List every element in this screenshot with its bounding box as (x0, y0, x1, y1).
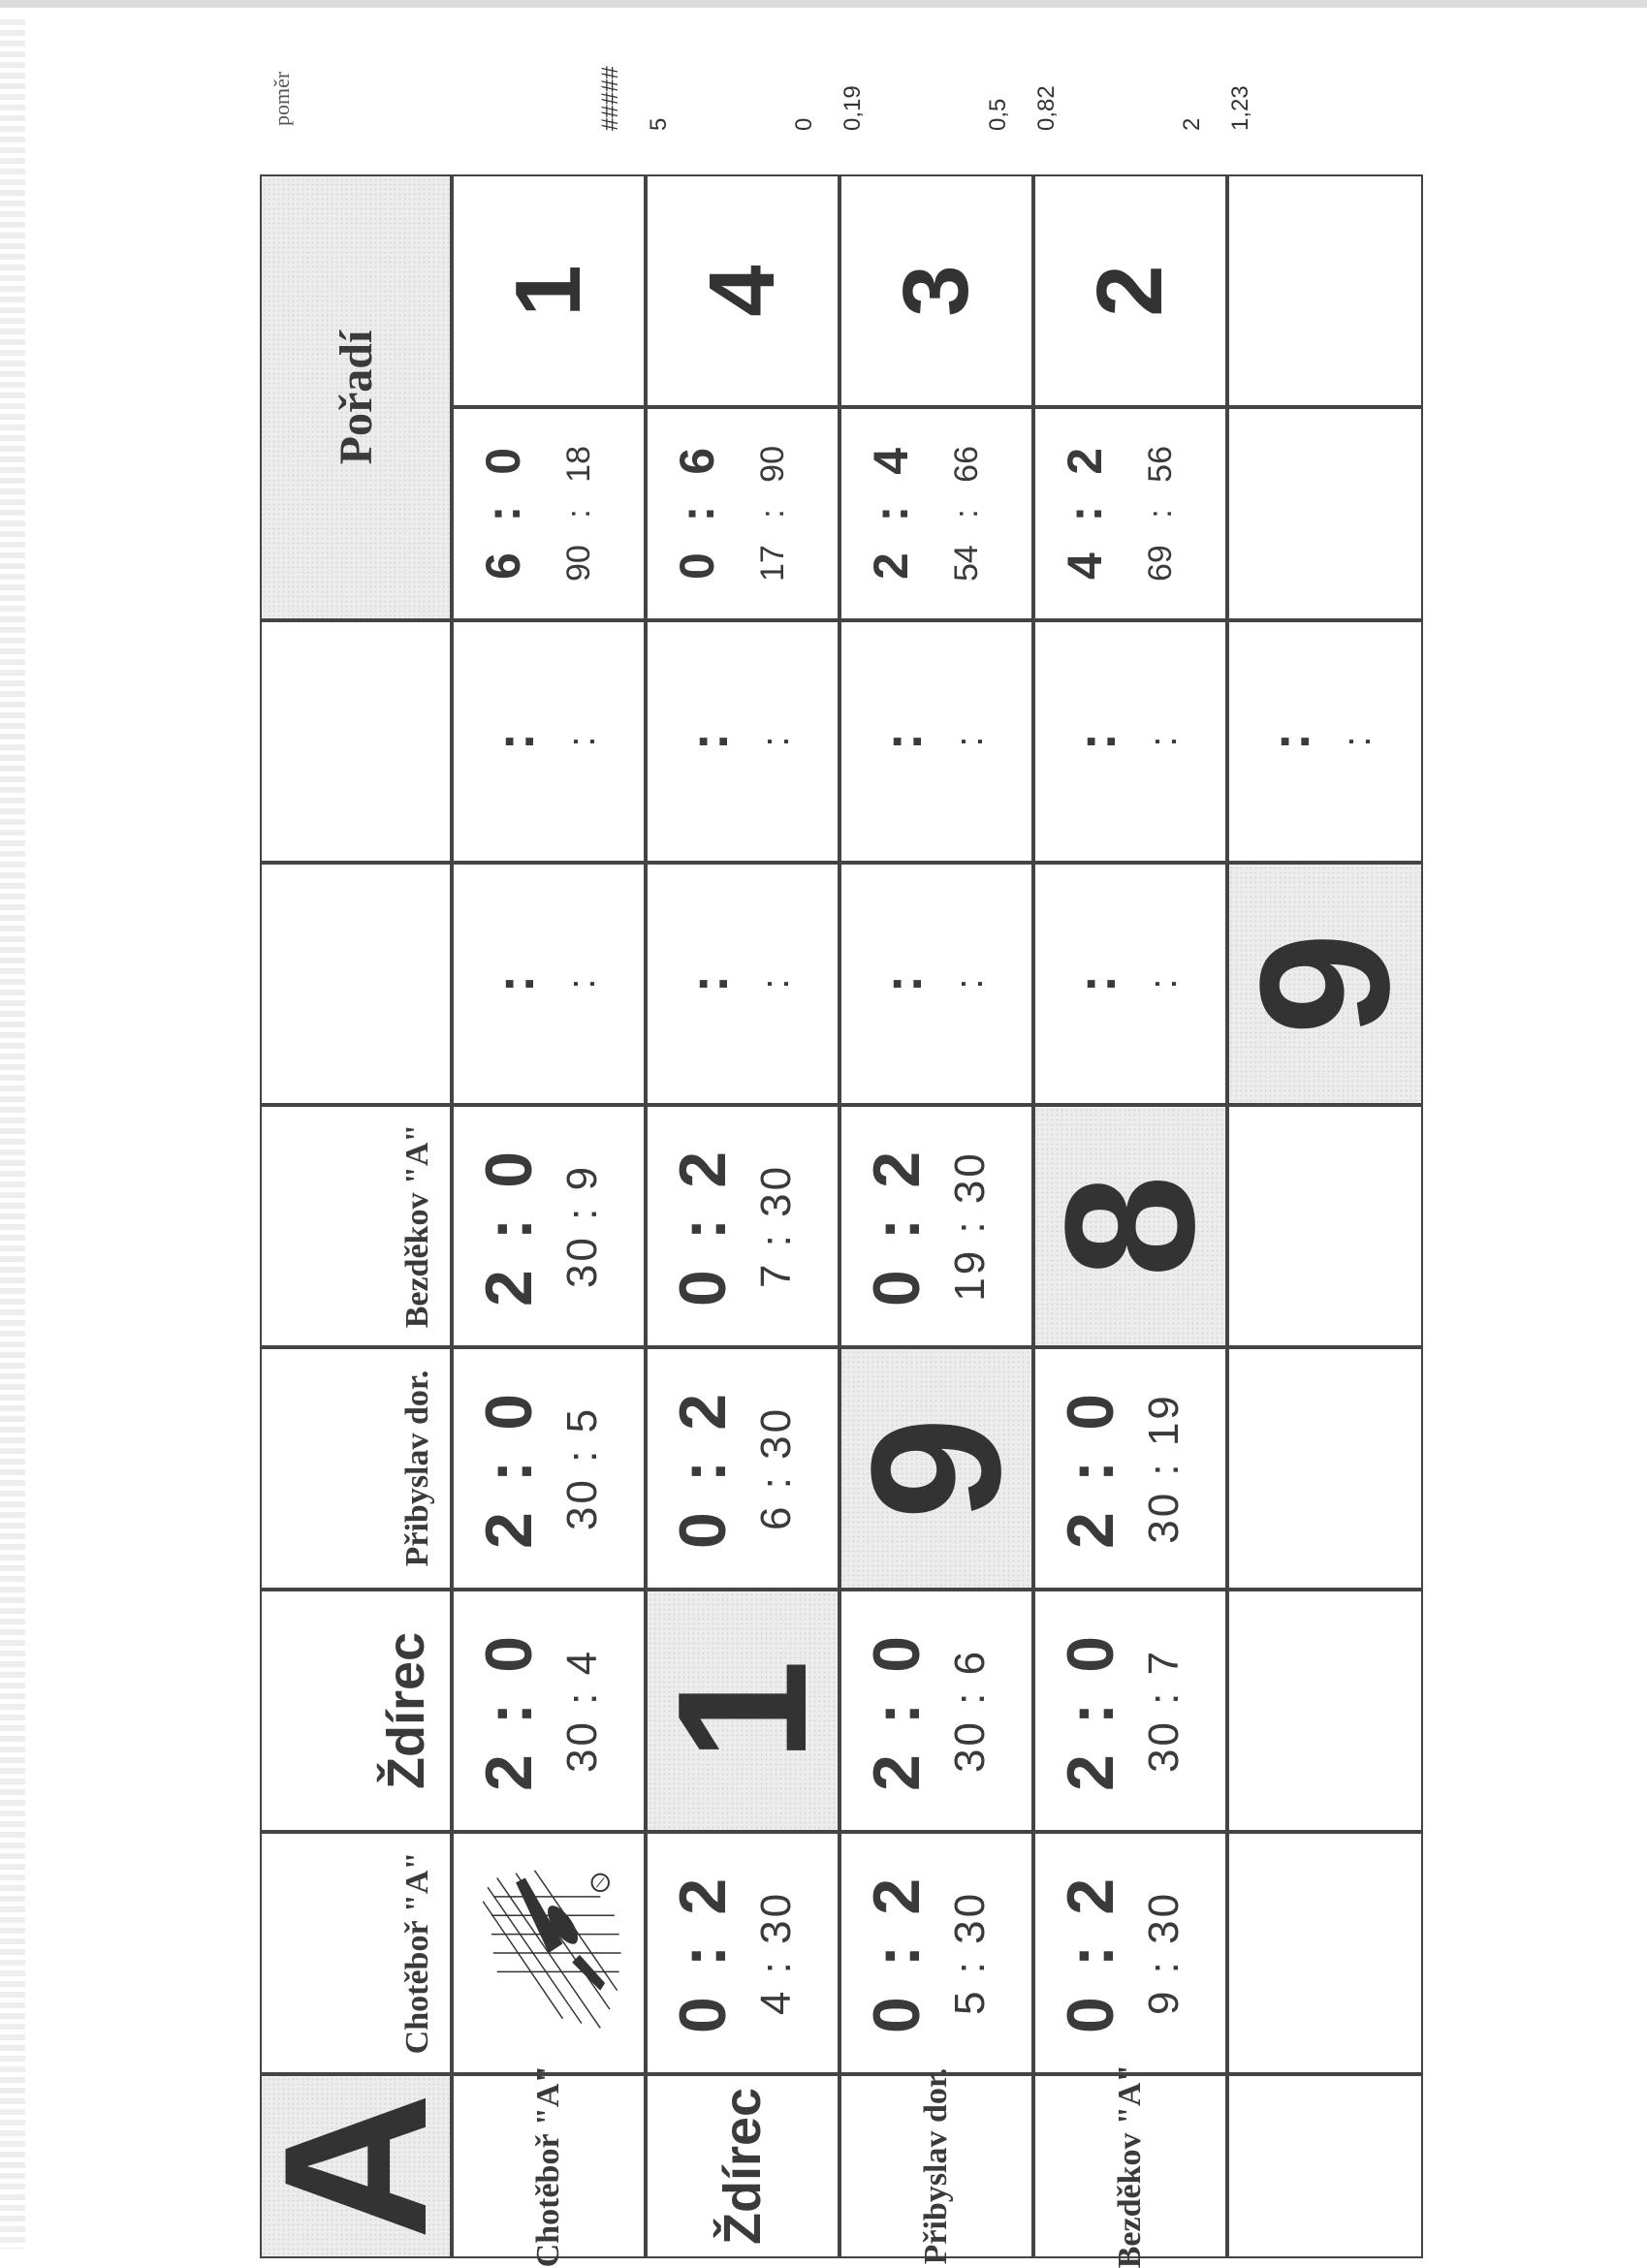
empty-balls-placeholder: : (948, 978, 991, 990)
match-cell (1227, 1347, 1423, 1590)
empty-sets-placeholder: : (871, 732, 933, 751)
set-ratio-value: 2 (1179, 117, 1205, 131)
summary-sets: 4 : 2 (1058, 447, 1112, 581)
column-header-label: Bezděkov "A" (399, 1123, 435, 1329)
match-cell (646, 620, 839, 863)
match-cell (646, 863, 839, 1105)
place-cell (646, 174, 839, 407)
ratio-label: poměr (269, 71, 294, 126)
match-cell (839, 1832, 1033, 2074)
diagonal-number: 9 (834, 1417, 1039, 1520)
diagonal-number: 9 (1222, 932, 1428, 1035)
match-cell (1033, 1590, 1227, 1832)
match-sets-score: 0 : 2 (860, 1872, 934, 2034)
empty-balls-placeholder: : (560, 978, 603, 990)
match-balls-score: 30 : 6 (946, 1648, 994, 1774)
match-cell (1033, 1347, 1227, 1590)
set-ratio-value: 0,5 (985, 98, 1011, 131)
summary-cell (646, 407, 839, 620)
summary-cell (839, 407, 1033, 620)
match-cell (1227, 1832, 1423, 2074)
match-balls-score: 6 : 30 (752, 1405, 800, 1531)
match-cell (646, 1347, 839, 1590)
empty-sets-placeholder: : (484, 732, 545, 751)
row-header-team (1033, 2063, 1227, 2268)
empty-balls-placeholder: : (948, 736, 991, 747)
match-cell (646, 1105, 839, 1347)
match-sets-score: 0 : 2 (1054, 1872, 1127, 2034)
place-cell (839, 174, 1033, 407)
row-header-team (1227, 2074, 1423, 2258)
match-cell (839, 620, 1033, 863)
row-header-team (839, 2067, 1033, 2265)
column-header-label: Chotěboř "A" (399, 1851, 435, 2055)
match-sets-score: 0 : 2 (666, 1387, 740, 1550)
empty-balls-placeholder: : (754, 978, 797, 990)
diagonal-number: 8 (1028, 1175, 1233, 1277)
ball-ratio-value: 1,23 (1227, 85, 1253, 131)
diagonal-cell (1222, 863, 1428, 1105)
empty-sets-placeholder: : (678, 732, 739, 751)
column-header-blank (260, 863, 452, 1105)
match-cell (839, 1105, 1033, 1347)
final-place: 2 (1078, 265, 1182, 317)
diagonal-cell (1028, 1105, 1233, 1347)
match-balls-score: 7 : 30 (752, 1163, 800, 1289)
summary-sets: 0 : 6 (670, 447, 724, 581)
results-table (241, 174, 1428, 2268)
group-table-sheet (241, 66, 1428, 2268)
place-cell (452, 174, 646, 407)
empty-sets-placeholder: : (1259, 732, 1320, 751)
match-sets-score: 2 : 0 (860, 1629, 934, 1792)
group-letter-cell (241, 2074, 469, 2258)
match-cell (646, 1832, 839, 2074)
match-sets-score: 0 : 2 (666, 1872, 740, 2034)
match-balls-score: 30 : 7 (1140, 1648, 1188, 1774)
match-cell (1227, 1590, 1423, 1832)
column-header-blank (260, 620, 452, 863)
diagonal-number: 1 (640, 1659, 845, 1762)
match-cell (452, 620, 646, 863)
match-cell (1227, 620, 1423, 863)
ranking-header-cell (260, 174, 452, 620)
match-cell (452, 1590, 646, 1832)
match-cell (839, 1590, 1033, 1832)
match-cell (1033, 620, 1227, 863)
row-header-label: Chotěboř "A" (530, 2064, 566, 2268)
row-header-team (452, 2064, 646, 2268)
match-sets-score: 2 : 0 (472, 1629, 546, 1792)
match-sets-score: 0 : 2 (860, 1145, 934, 1307)
match-cell (839, 863, 1033, 1105)
final-place: 3 (884, 265, 988, 317)
summary-balls: 90 : 18 (560, 446, 597, 582)
match-sets-score: 2 : 0 (1054, 1387, 1127, 1550)
row-header-label: Ždírec (713, 2087, 772, 2246)
place-cell (1227, 174, 1423, 407)
match-cell (452, 863, 646, 1105)
empty-balls-placeholder: : (754, 736, 797, 747)
match-balls-score: 30 : 19 (1140, 1393, 1188, 1544)
match-cell (1227, 1105, 1423, 1347)
diagonal-cell (640, 1590, 845, 1832)
match-balls-score: 5 : 30 (946, 1890, 994, 2016)
match-sets-score: 2 : 0 (472, 1387, 546, 1550)
summary-sets: 6 : 0 (476, 447, 530, 581)
summary-balls: 17 : 90 (754, 446, 791, 582)
summary-cell (452, 407, 646, 620)
scan-perforation-edge (0, 19, 25, 2249)
ranking-header: Pořadí (330, 330, 382, 465)
empty-balls-placeholder: : (1142, 736, 1185, 747)
place-cell (1033, 174, 1227, 407)
empty-sets-placeholder: : (484, 974, 545, 993)
match-sets-score: 2 : 0 (472, 1145, 546, 1307)
match-sets-score: 2 : 0 (1054, 1629, 1127, 1792)
summary-cell (1227, 407, 1423, 620)
summary-balls: 54 : 66 (948, 446, 985, 582)
set-ratio-value: 0 (791, 117, 817, 131)
match-balls-score: 9 : 30 (1140, 1890, 1188, 2016)
group-letter: A (241, 2093, 469, 2240)
row-header-label: Přibyslav dor. (918, 2067, 954, 2265)
row-header-team (646, 2074, 839, 2258)
match-balls-score: 30 : 4 (558, 1648, 606, 1774)
column-header-label: Ždírec (377, 1631, 435, 1790)
ball-ratio-value: 0,19 (839, 85, 866, 131)
ball-ratio-value: 0,82 (1033, 85, 1060, 131)
scan-top-edge (0, 0, 1647, 8)
diagonal-cell (834, 1347, 1039, 1590)
empty-balls-placeholder: : (1142, 978, 1185, 990)
final-place: 4 (690, 265, 794, 317)
match-cell (452, 1347, 646, 1590)
summary-sets: 2 : 4 (864, 447, 918, 581)
column-header-team (260, 1105, 452, 1347)
empty-sets-placeholder: : (871, 974, 933, 993)
match-sets-score: 0 : 2 (666, 1145, 740, 1307)
match-balls-score: 4 : 30 (752, 1890, 800, 2016)
column-header-team (260, 1590, 452, 1832)
match-cell (1033, 863, 1227, 1105)
set-ratio-value: ##### (597, 66, 623, 131)
empty-sets-placeholder: : (678, 974, 739, 993)
empty-sets-placeholder: : (1065, 732, 1126, 751)
final-place: 1 (496, 265, 600, 317)
empty-sets-placeholder: : (1065, 974, 1126, 993)
column-header-team (260, 1347, 452, 1590)
summary-cell (1033, 407, 1227, 620)
column-header-team (260, 1832, 452, 2074)
match-balls-score: 19 : 30 (946, 1150, 994, 1302)
ball-ratio-value: 5 (646, 117, 672, 131)
summary-balls: 69 : 56 (1142, 446, 1179, 582)
diagonal-cell (452, 1832, 646, 2074)
match-cell (452, 1105, 646, 1347)
match-cell (1033, 1832, 1227, 2074)
row-header-label: Bezděkov "A" (1112, 2063, 1148, 2268)
empty-balls-placeholder: : (1336, 736, 1378, 747)
empty-balls-placeholder: : (560, 736, 603, 747)
match-balls-score: 30 : 9 (558, 1163, 606, 1289)
match-balls-score: 30 : 5 (558, 1405, 606, 1531)
column-header-label: Přibyslav dor. (399, 1370, 435, 1567)
